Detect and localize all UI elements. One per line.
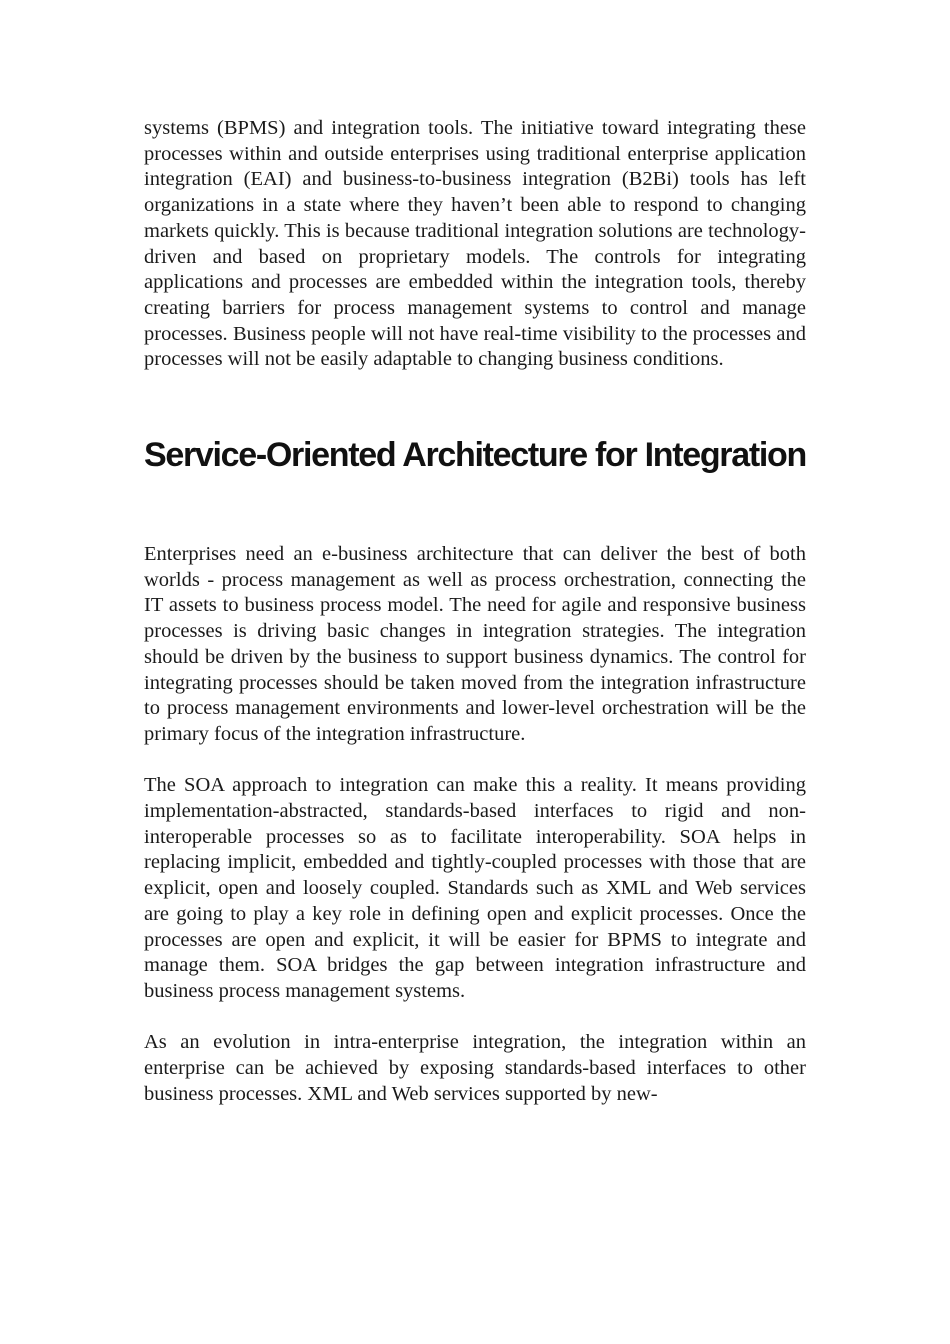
body-paragraph-2: The SOA approach to integration can make this a reality. It means providing implementation-abstracted, standards-based interfaces to rigid and non-interoperable processes so as to facilitate interoperability. SOA helps in replacing implicit, embedded and tightly-coupled processes with those that are explicit, open and loosely coupled. Standards such as XML and Web services are going to play a key role in defining open and explicit processes. Once the processes are open and explicit, it will be easier for BPMS to integrate and manage them. SOA bridges the gap between integration infrastructure and business process management systems. <box>144 774 806 1002</box>
section-body <box>144 542 806 1107</box>
section-heading: Service-Oriented Architecture for Integration <box>144 436 806 475</box>
document-page <box>144 113 806 1107</box>
body-paragraph-3: As an evolution in intra-enterprise integration, the integration within an enterprise can be achieved by exposing standards-based interfaces to other business processes. XML and Web services supported by new- <box>144 1031 806 1105</box>
body-paragraph-1: Enterprises need an e-business architecture that can deliver the best of both worlds - process management as well as process orchestration, connecting the IT assets to business process model. The need for agile and responsive business processes is driving basic changes in integration strategies. The integration should be driven by the business to support business dynamics. The control for integrating processes should be taken moved from the integration infrastructure to process management environments and lower-level orchestration will be the primary focus of the integration infrastructure. <box>144 543 806 745</box>
intro-paragraph: systems (BPMS) and integration tools. The initiative toward integrating these processes within and outside enterprises using traditional enterprise application integration (EAI) and business-to-business integration (B2Bi) tools has left organizations in a state where they haven’t been able to respond to changing markets quickly. This is because traditional integration solutions are technology-driven and based on proprietary models. The controls for integrating applications and processes are embedded within the integration tools, thereby creating barriers for process management systems to control and manage processes. Business people will not have real-time visibility to the processes and processes will not be easily adaptable to changing business conditions. <box>144 117 806 371</box>
